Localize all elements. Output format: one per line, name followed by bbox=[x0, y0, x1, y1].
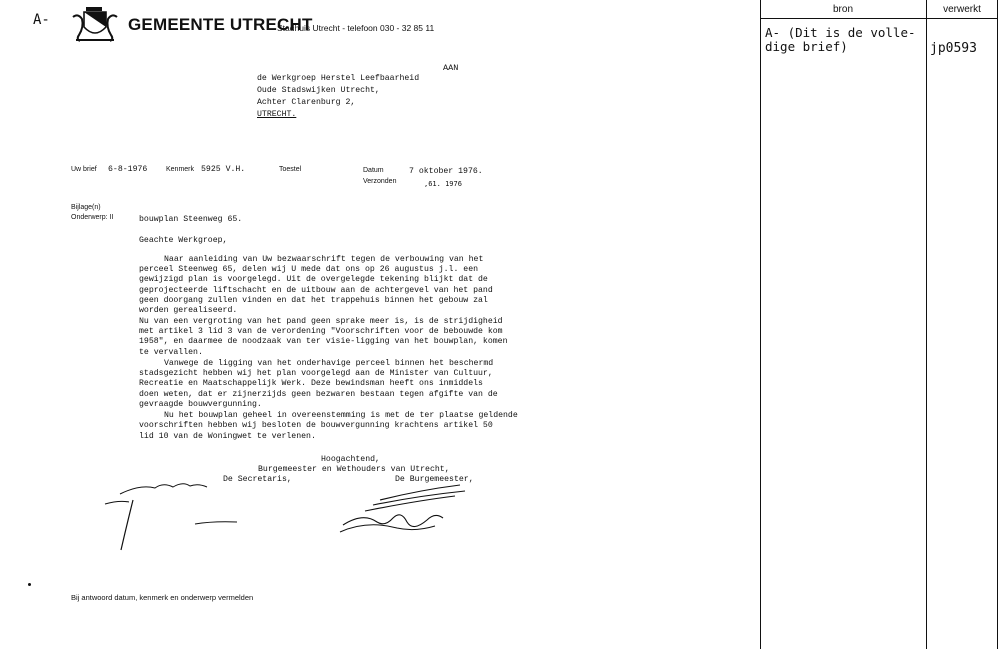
signatory: Burgemeester en Wethouders van Utrecht, bbox=[258, 465, 450, 474]
source-note-line: dige brief) bbox=[765, 39, 848, 54]
your-letter-value: 6-8-1976 bbox=[108, 165, 148, 174]
source-note-line: A- (Dit is de volle- bbox=[765, 25, 916, 40]
body-line: voorschriften hebben wij besloten de bouwvergunning krachtens artikel 50 bbox=[139, 421, 493, 430]
recipient-line: Oude Stadswijken Utrecht, bbox=[257, 86, 380, 95]
recipient-line: de Werkgroep Herstel Leefbaarheid bbox=[257, 74, 420, 83]
register-divider-left bbox=[760, 0, 761, 649]
body-line: te vervallen. bbox=[139, 348, 203, 357]
date-value: 7 oktober 1976. bbox=[409, 167, 483, 176]
margin-dot bbox=[28, 583, 31, 586]
body-line: geprojecteerde liftschacht en de uitbouw aan de achtergevel van het pand bbox=[139, 286, 493, 295]
body-line: gewijzigd plan is voorgelegd. Uit de overgelegde tekening blijkt dat de bbox=[139, 275, 488, 284]
processed-code: jp0593 bbox=[930, 41, 977, 56]
recipient-label: AAN bbox=[443, 63, 459, 73]
body-line: geen doorgang zullen vinden en dat het trappehuis binnen het gebouw zal bbox=[139, 296, 488, 305]
extension-label: Toestel bbox=[279, 166, 302, 173]
body-line: worden gerealiseerd. bbox=[139, 306, 238, 315]
body-line: Naar aanleiding van Uw bezwaarschrift tegen de verbouwing van het bbox=[164, 255, 484, 264]
source-column-header: bron bbox=[832, 4, 853, 15]
reference-label: Kenmerk bbox=[166, 166, 195, 173]
secretary-title: De Secretaris, bbox=[223, 475, 292, 484]
subject-label: Onderwerp: II bbox=[71, 214, 114, 221]
body-line: perceel Steenweg 65, delen wij U mede dat ons op 26 augustus j.l. een bbox=[139, 265, 479, 274]
register-header-rule bbox=[760, 18, 998, 19]
mayor-signature bbox=[335, 482, 475, 540]
date-label: Datum bbox=[363, 167, 384, 174]
your-letter-label: Uw brief bbox=[71, 166, 97, 173]
mayor-title: De Burgemeester, bbox=[395, 475, 474, 484]
attachments-label: Bijlage(n) bbox=[71, 204, 101, 211]
footer-note: Bij antwoord datum, kenmerk en onderwerp vermelden bbox=[71, 593, 254, 602]
sent-label: Verzonden bbox=[363, 178, 397, 185]
body-line: met artikel 3 lid 3 van de verordening "Voorschriften voor de bebouwde kom bbox=[139, 327, 503, 336]
recipient-city: UTRECHT. bbox=[257, 110, 297, 119]
body-line: Nu van een vergroting van het pand geen sprake meer is, is de strijdigheid bbox=[139, 317, 503, 326]
body-line: doen weten, dat er zijnerzijds geen bezwaren bestaan tegen afgifte van de bbox=[139, 390, 498, 399]
reference-value: 5925 V.H. bbox=[201, 165, 246, 174]
body-line: Vanwege de ligging van het onderhavige perceel binnen het beschermd bbox=[164, 359, 494, 368]
register-divider-right bbox=[997, 0, 998, 649]
closing: Hoogachtend, bbox=[321, 455, 380, 464]
processed-column-header: verwerkt bbox=[943, 4, 981, 15]
sent-stamp: ,61. 1976 bbox=[424, 180, 462, 188]
salutation: Geachte Werkgroep, bbox=[139, 236, 228, 245]
register-divider-mid bbox=[926, 0, 927, 649]
letterhead-contact: Stadhuis Utrecht - telefoon 030 - 32 85 11 bbox=[277, 23, 435, 33]
body-line: Recreatie en Maatschappelijk Werk. Deze bewindsman heeft ons inmiddels bbox=[139, 379, 483, 388]
body-line: 1958", en daarmee de noodzaak van ter visie-ligging van het bouwplan, komen bbox=[139, 337, 508, 346]
side-mark: A- bbox=[33, 12, 50, 28]
body-line: lid 10 van de Woningwet te verlenen. bbox=[139, 432, 316, 441]
coat-of-arms-logo bbox=[70, 7, 120, 43]
municipality-name: GEMEENTE UTRECHT bbox=[128, 15, 313, 34]
secretary-signature bbox=[95, 478, 255, 553]
body-line: Nu het bouwplan geheel in overeenstemming is met de ter plaatse geldende bbox=[164, 411, 518, 420]
subject-value: bouwplan Steenweg 65. bbox=[139, 215, 243, 224]
body-line: gevraagde bouwvergunning. bbox=[139, 400, 262, 409]
recipient-line: Achter Clarenburg 2, bbox=[257, 98, 356, 107]
body-line: stadsgezicht hebben wij het plan voorgelegd aan de Minister van Cultuur, bbox=[139, 369, 493, 378]
